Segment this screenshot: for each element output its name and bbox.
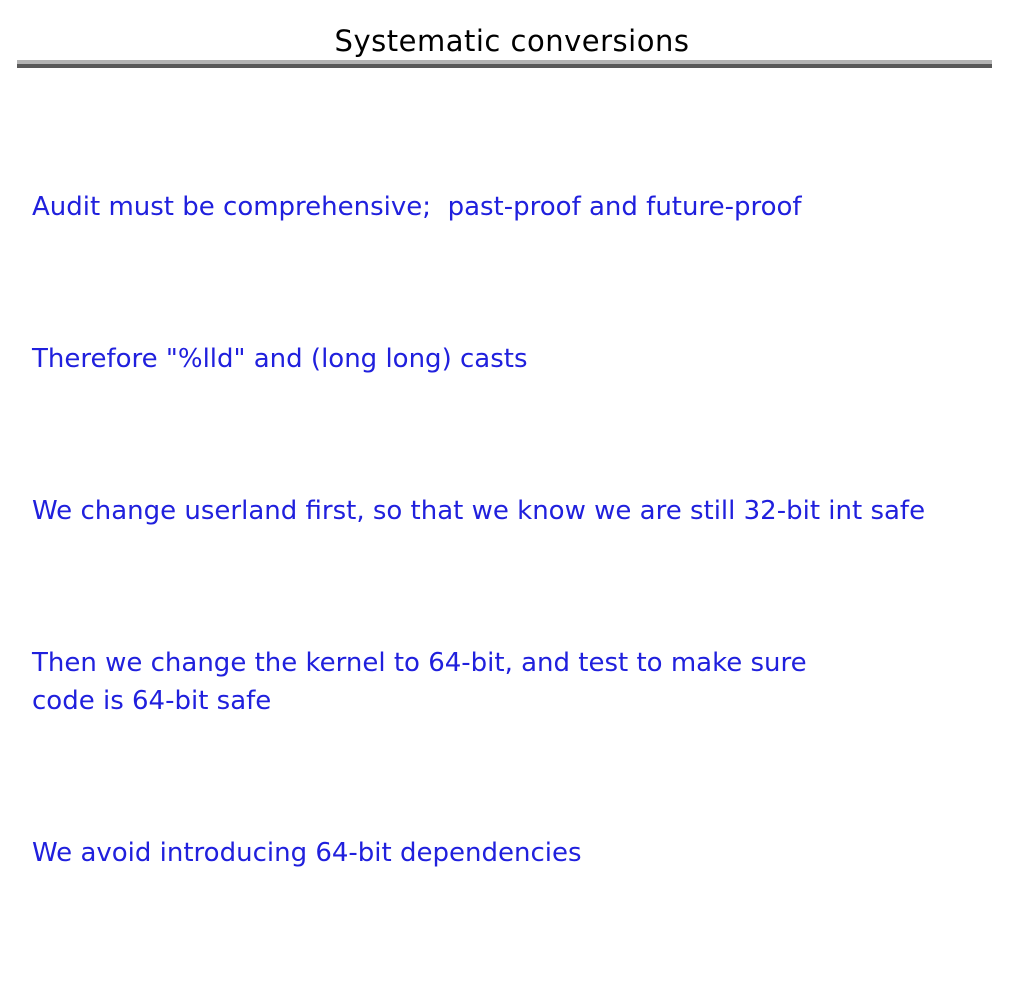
- paragraph-line: Audit must be comprehensive; past-proof and future-proof: [32, 192, 802, 222]
- paragraph-line: Therefore "%lld" and (long long) casts: [32, 344, 528, 374]
- slide-title: Systematic conversions: [334, 24, 690, 58]
- slide-body: [32, 112, 1002, 986]
- title-divider-rule: [17, 60, 992, 68]
- bullet-paragraph: [32, 834, 1002, 872]
- paragraph-line: We avoid introducing 64-bit dependencies: [32, 838, 582, 868]
- bullet-paragraph: [32, 644, 1002, 720]
- paragraph-line: We change userland first, so that we know we are still 32-bit int safe: [32, 496, 926, 526]
- bullet-paragraph: [32, 492, 1002, 530]
- bullet-paragraph: [32, 340, 1002, 378]
- paragraph-line: code is 64-bit safe: [32, 686, 272, 716]
- title-divider-rule-dark: [17, 64, 992, 68]
- bullet-paragraph: [32, 188, 1002, 226]
- paragraph-line: Then we change the kernel to 64-bit, and test to make sure: [32, 648, 807, 678]
